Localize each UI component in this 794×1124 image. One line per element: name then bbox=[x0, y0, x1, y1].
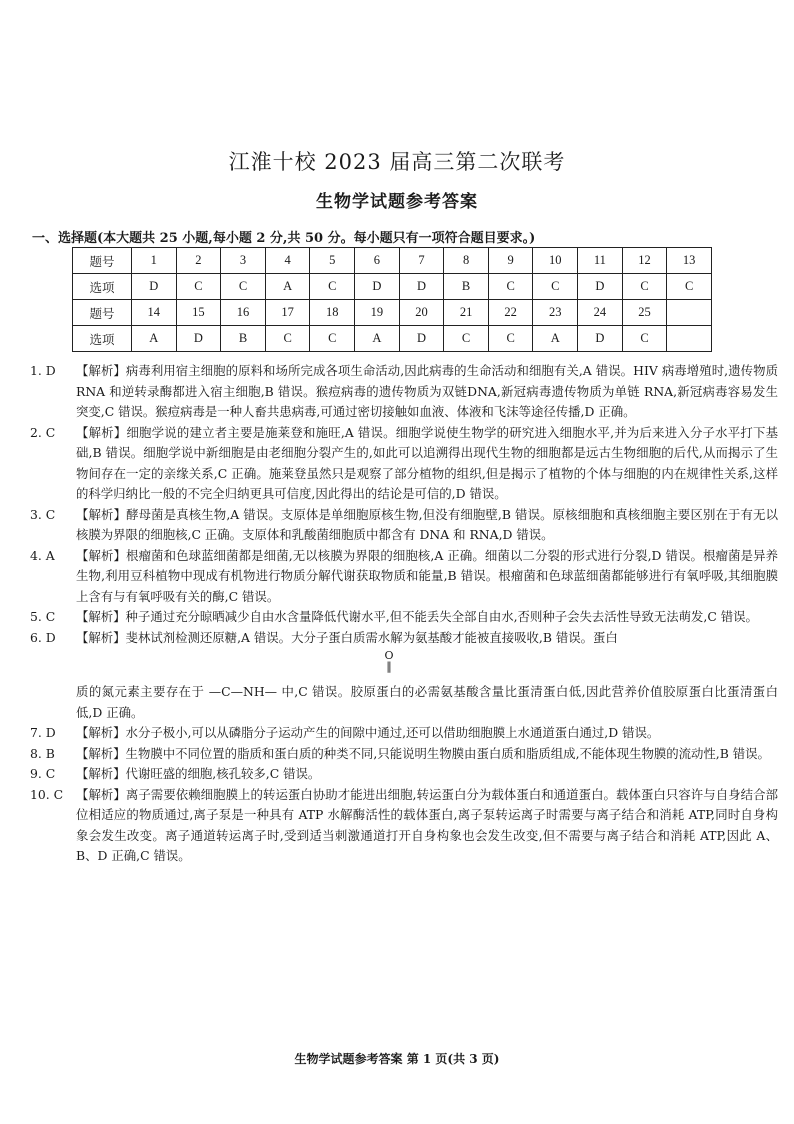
answer-option: D bbox=[578, 274, 623, 300]
question-number: 10 bbox=[533, 248, 578, 274]
formula-double-bond: ‖ bbox=[386, 660, 392, 673]
option-label: 选项 bbox=[73, 274, 132, 300]
question-number: 19 bbox=[355, 300, 400, 326]
option-label: 选项 bbox=[73, 326, 132, 352]
question-number: 15 bbox=[176, 300, 221, 326]
analysis-text: 【解析】生物膜中不同位置的脂质和蛋白质的种类不同,只能说明生物膜由蛋白质和脂质组成,不能体现生物膜的流动性,B 错误。 bbox=[76, 745, 770, 761]
analysis-number: 3. C bbox=[30, 506, 56, 522]
answer-option: D bbox=[132, 274, 177, 300]
analysis-text: 【解析】水分子极小,可以从磷脂分子运动产生的间隙中通过,还可以借助细胞膜上水通道蛋白通过,D 错误。 bbox=[76, 725, 660, 740]
question-number: 22 bbox=[488, 300, 533, 326]
answer-option: C bbox=[533, 274, 578, 300]
question-number: 25 bbox=[622, 300, 667, 326]
analysis-item-10 bbox=[30, 785, 778, 867]
analysis-number: 9. C bbox=[30, 766, 56, 781]
question-number: 3 bbox=[221, 248, 266, 274]
analysis-item-2 bbox=[30, 423, 778, 505]
peptide-bond-text: —C—NH— bbox=[208, 684, 278, 699]
answer-option: D bbox=[399, 326, 444, 352]
page-title: 江淮十校 2023 届高三第二次联考 bbox=[228, 150, 566, 174]
answer-table-option-row-1 bbox=[73, 274, 712, 300]
analysis-text: 【解析】细胞学说的建立者主要是施莱登和施旺,A 错误。细胞学说使生物学的研究进入细胞水平,并为后来进入分子水平打下基础,B 错误。细胞学说中新细胞是由老细胞分裂产生的,如此可以追溯得出现代生物的细胞都是远古生物细胞的后代,从而揭示了生物间存在一定的亲缘关系,C 正确。施莱登虽然只是观察了部分植物的组织,但是揭示了植物的个体与细胞的内在规律性关系,这样的科学归纳比一般的不完全归纳更具可信度,因此得出的结论是可信的,D 错误。 bbox=[76, 424, 778, 501]
question-number: 16 bbox=[221, 300, 266, 326]
analysis-text-continued bbox=[76, 682, 778, 723]
question-number: 17 bbox=[265, 300, 310, 326]
answer-option: A bbox=[265, 274, 310, 300]
analysis-number: 10. C bbox=[30, 786, 64, 802]
question-number: 8 bbox=[444, 248, 489, 274]
question-number: 23 bbox=[533, 300, 578, 326]
formula-oxygen: O bbox=[384, 649, 394, 662]
answer-table-number-row-1 bbox=[73, 248, 712, 274]
question-number: 20 bbox=[399, 300, 444, 326]
number-label: 题号 bbox=[73, 248, 132, 274]
question-number: 2 bbox=[176, 248, 221, 274]
analysis-text-prefix: 质的氮元素主要存在于 bbox=[76, 684, 205, 699]
analysis-item-6 bbox=[30, 628, 778, 724]
section-heading: 一、选择题(本大题共 25 小题,每小题 2 分,共 50 分。每小题只有一项符合题目要求。) bbox=[32, 231, 536, 246]
answer-option: C bbox=[622, 326, 667, 352]
answer-option: D bbox=[578, 326, 623, 352]
question-number: 4 bbox=[265, 248, 310, 274]
answer-option: A bbox=[533, 326, 578, 352]
question-number: 5 bbox=[310, 248, 355, 274]
analysis-item-4 bbox=[30, 546, 778, 608]
answer-option: D bbox=[176, 326, 221, 352]
analysis-text: 【解析】病毒利用宿主细胞的原料和场所完成各项生命活动,因此病毒的生命活动和细胞有关,A 错误。HIV 病毒增殖时,遗传物质 RNA 和逆转录酶都进入宿主细胞,B 错误。猴痘病毒的遗传物质为双链DNA,新冠病毒遗传物质为单链 RNA,新冠病毒容易发生突变,C 错误。猴痘病毒是一种人畜共患病毒,可通过密切接触如血液、体液和飞沫等途径传播,D 正确。 bbox=[76, 363, 778, 419]
question-number: 21 bbox=[444, 300, 489, 326]
answer-option: C bbox=[488, 326, 533, 352]
answer-option: B bbox=[221, 326, 266, 352]
answer-option: A bbox=[355, 326, 400, 352]
answer-option: C bbox=[310, 326, 355, 352]
question-number: 11 bbox=[578, 248, 623, 274]
answer-table-option-row-2 bbox=[73, 326, 712, 352]
analysis-text: 【解析】斐林试剂检测还原糖,A 错误。大分子蛋白质需水解为氨基酸才能被直接吸收,B 错误。蛋白 bbox=[76, 629, 618, 645]
analysis-item-3 bbox=[30, 505, 778, 546]
answer-table-number-row-2 bbox=[73, 300, 712, 326]
answer-option: C bbox=[221, 274, 266, 300]
analysis-list bbox=[30, 361, 778, 867]
answer-option-empty bbox=[667, 326, 712, 352]
analysis-number: 5. C bbox=[30, 609, 56, 624]
analysis-text: 【解析】根瘤菌和色球蓝细菌都是细菌,无以核膜为界限的细胞核,A 正确。细菌以二分裂的形式进行分裂,D 错误。根瘤菌是异养生物,利用豆科植物中现成有机物进行物质分解代谢获取物质和能量,B 错误。根瘤菌和色球蓝细菌都能够进行有氧呼吸,其细胞膜上含有与有氧呼吸有关的酶,C 错误。 bbox=[76, 547, 778, 604]
page-footer: 生物学试题参考答案 第 1 页(共 3 页) bbox=[294, 1052, 500, 1066]
analysis-item-1 bbox=[30, 361, 778, 423]
analysis-text-suffix: 中,C 错误。胶原蛋白的必需氨基酸含量比蛋清蛋白低,因此营养价值胶原蛋白比蛋清蛋白低,D 正确。 bbox=[76, 684, 779, 720]
question-number: 7 bbox=[399, 248, 444, 274]
question-number: 6 bbox=[355, 248, 400, 274]
analysis-text: 【解析】种子通过充分晾晒减少自由水含量降低代谢水平,但不能丢失全部自由水,否则种子会失去活性导致无法萌发,C 错误。 bbox=[76, 609, 758, 624]
question-number-empty bbox=[667, 300, 712, 326]
analysis-number: 1. D bbox=[30, 363, 56, 378]
question-number: 9 bbox=[488, 248, 533, 274]
analysis-number: 8. B bbox=[30, 745, 55, 761]
question-number: 24 bbox=[578, 300, 623, 326]
answer-option: C bbox=[265, 326, 310, 352]
question-number: 14 bbox=[132, 300, 177, 326]
analysis-number: 2. C bbox=[30, 424, 56, 440]
answer-option: D bbox=[399, 274, 444, 300]
analysis-item-8 bbox=[30, 744, 778, 765]
answer-option: A bbox=[132, 326, 177, 352]
analysis-number: 6. D bbox=[30, 629, 56, 645]
answer-table bbox=[72, 247, 712, 352]
page-subtitle: 生物学试题参考答案 bbox=[316, 192, 478, 212]
question-number: 12 bbox=[622, 248, 667, 274]
analysis-item-9 bbox=[30, 764, 778, 785]
analysis-item-7 bbox=[30, 723, 778, 744]
question-number: 18 bbox=[310, 300, 355, 326]
answer-option: C bbox=[488, 274, 533, 300]
answer-option: C bbox=[444, 326, 489, 352]
answer-option: C bbox=[622, 274, 667, 300]
answer-option: C bbox=[667, 274, 712, 300]
peptide-bond-formula bbox=[76, 648, 778, 682]
analysis-text: 【解析】离子需要依赖细胞膜上的转运蛋白协助才能进出细胞,转运蛋白分为载体蛋白和通道蛋白。载体蛋白只容许与自身结合部位相适应的物质通过,离子泵是一种具有 ATP 水解酶活性的载体蛋白,离子泵转运离子时需要与离子结合和消耗 ATP,同时自身构象会发生改变。离子通道转运离子时,受到适当刺激通道打开自身构象也会发生改变,但不需要与离子结合和消耗 ATP,因此 A、B、D 正确,C 错误。 bbox=[76, 786, 778, 863]
answer-option: D bbox=[355, 274, 400, 300]
analysis-text: 【解析】酵母菌是真核生物,A 错误。支原体是单细胞原核生物,但没有细胞壁,B 错误。原核细胞和真核细胞主要区别在于有无以核膜为界限的细胞核,C 正确。支原体和乳酸菌细胞质中都含有 DNA 和 RNA,D 错误。 bbox=[76, 506, 778, 542]
analysis-number: 4. A bbox=[30, 547, 55, 563]
question-number: 13 bbox=[667, 248, 712, 274]
answer-option: C bbox=[310, 274, 355, 300]
question-number: 1 bbox=[132, 248, 177, 274]
analysis-text: 【解析】代谢旺盛的细胞,核孔较多,C 错误。 bbox=[76, 766, 321, 781]
analysis-item-5 bbox=[30, 607, 778, 628]
answer-option: B bbox=[444, 274, 489, 300]
answer-option: C bbox=[176, 274, 221, 300]
number-label: 题号 bbox=[73, 300, 132, 326]
analysis-number: 7. D bbox=[30, 725, 56, 740]
